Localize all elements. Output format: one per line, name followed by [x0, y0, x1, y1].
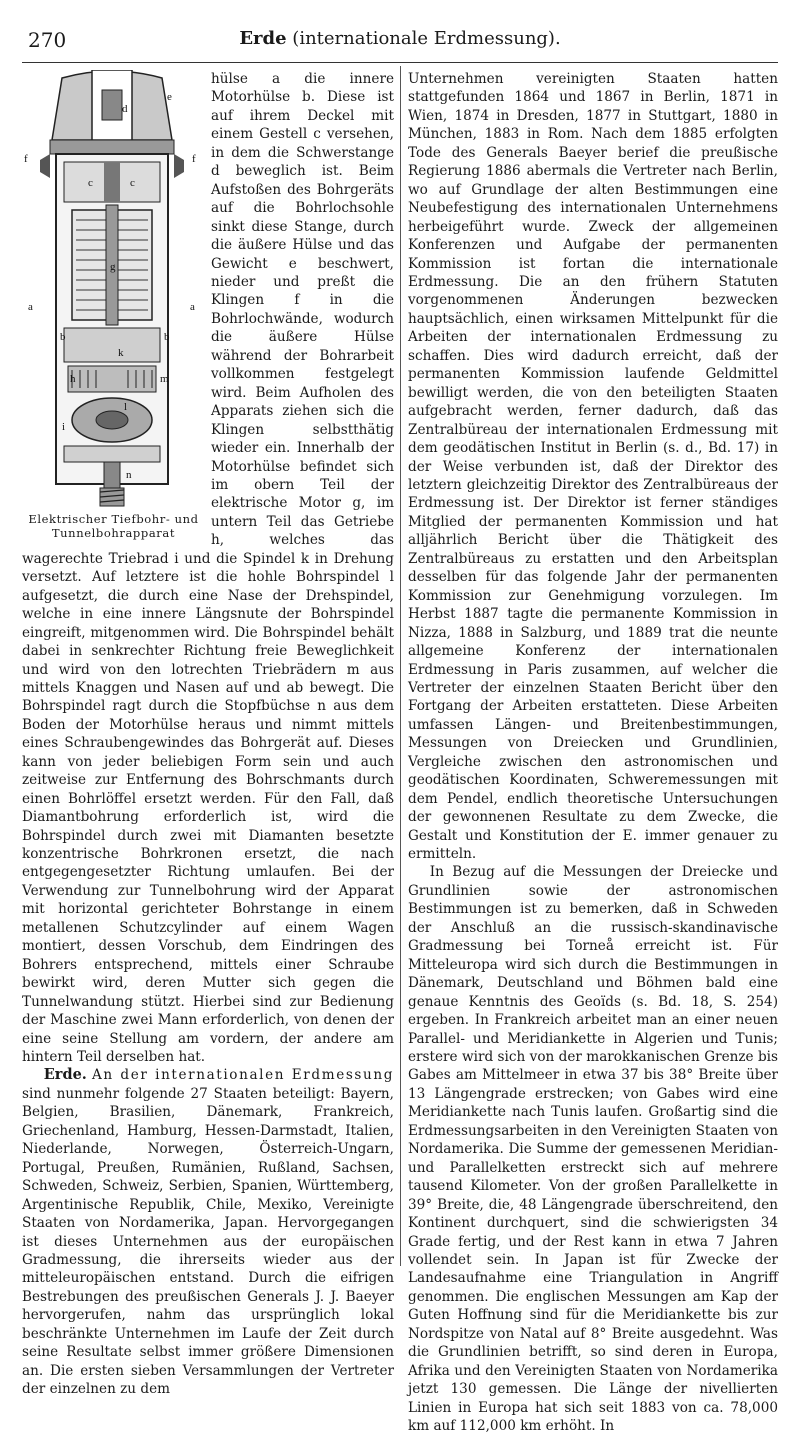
running-head [22, 28, 778, 49]
running-head-subtitle: (internationale Erdmessung). [292, 28, 561, 49]
figure-label: d [122, 103, 128, 115]
right-column [408, 70, 778, 1436]
figure-label: i [62, 421, 66, 433]
figure-label: a [190, 301, 195, 313]
running-header [22, 28, 778, 58]
paragraph: Unternehmen vereinigten Staaten hatten stattgefunden 1864 und 1867 in Berlin, 1871 in Wien, 1874 in Dresden, 1877 in Stuttgart, 1880 in München, 1883 in Rom. Nach dem 1885 erfolgten Tode des Generals Baeyer berief die preußische Regierung 1886 abermals die Vertreter nach Berlin, wo auf Grundlage der alten Bestimmungen eine Neubefestigung des internationalen Unternehmens herbeigeführt wurde. Zweck der allgemeinen Konferenzen und Aufgabe der permanenten Kommission ist fortan die internationale Erdmessung. Die an den frühern Statuten vorgenommenen Änderungen bezwecken hauptsächlich, einen wirksamen Mittelpunkt für die Arbeiten der internationalen Erdmessung zu schaffen. Dies wird dadurch erreicht, daß der permanenten Kommission laufende Geldmittel bewilligt werden, die von den beteiligten Staaten aufgebracht werden, ferner dadurch, daß das Zentralbüreau der internationalen Erdmessung mit dem geodätischen Institut in Berlin (s. d., Bd. 17) in der Weise verbunden ist, daß der Direktor des letztern gleichzeitig Direktor des Zentralbüreaus der Erdmessung ist. Der Direktor ist ferner ständiges Mitglied der permanenten Kommission und hat alljährlich Bericht über die Thätigkeit des Zentralbüreaus zu erstatten und den Arbeitsplan desselben für das folgende Jahr der permanenten Kommission zur Genehmigung vorzulegen. Im Herbst 1887 tagte die permanente Kommission in Nizza, 1888 in Salzburg, und 1889 trat die neunte allgemeine Konferenz der internationalen Erdmessung in Paris zusammen, auf welcher die Vertreter der einzelnen Staaten Bericht über den Fortgang der Arbeiten erstatteten. Diese Arbeiten umfassen Längen- und Breitenbestimmungen, Messungen von Dreiecken und Grundlinien, Vergleiche zwischen den astronomischen und geodätischen Koordinaten, Schweremessungen mit dem Pendel, endlich theoretische Untersuchungen der gewonnenen Resultate zu dem Zwecke, die Gestalt und Konstitution der E. immer genauer zu ermitteln. [408, 71, 778, 863]
figure-label: c [130, 177, 135, 189]
entry-headword: Erde. [43, 1066, 87, 1084]
figure-label: f [192, 153, 196, 165]
figure-label: m [160, 373, 169, 385]
entry-body: sind nunmehr folgende 27 Staaten beteiligt: Bayern, Belgien, Brasilien, Dänemark, Frankreich, Griechenland, Hamburg, Hessen-Darmstadt, Italien, Niederlande, Norwegen, Österreich-Ungarn, Portugal, Preußen, Rumänien, Rußland, Sachsen, Schweden, Schweiz, Serbien, Spanien, Württemberg, Argentinische Republik, Chile, Mexiko, Vereinigte Staaten von Nordamerika, Japan. Hervorgegangen ist dieses Unternehmen aus der europäischen Gradmessung, die ihrerseits wieder aus der mitteleuropäischen entstand. Durch die eifrigen Bestrebungen des preußischen Generals J. J. Baeyer hervorgerufen, nahm das ursprünglich lokal beschränkte Unternehmen im Laufe der Zeit durch seine Resultate selbst immer größere Dimensionen an. Die ersten sieben Versammlungen der Vertreter der einzelnen zu dem [22, 1085, 394, 1398]
figure-caption: Elektrischer Tiefbohr- und Tunnelbohrapparat [28, 512, 199, 540]
figure-label: g [110, 261, 116, 273]
figure-label: f [24, 153, 28, 165]
figure-label: b [60, 331, 66, 343]
entry-lead: An der internationalen Erdmessung [91, 1067, 394, 1084]
drill-apparatus-illustration [22, 70, 202, 510]
figure-label: h [70, 373, 76, 385]
left-column [22, 70, 394, 1399]
figure-label: k [118, 347, 124, 359]
figure-label: c [88, 177, 93, 189]
encyclopedia-entry [22, 1066, 394, 1398]
figure-label: b [164, 331, 170, 343]
paragraph: hülse a die innere Motorhülse b. Diese ist auf ihrem Deckel mit einem Gestell c versehen, in dem die Schwerstange d beweglich ist. Beim Aufstoßen des Bohrgeräts auf die Bohrlochsohle sinkt diese Stange, durch die äußere Hülse und das Gewicht e beschwert, nieder und preßt die Klingen f in die Bohrlochwände, wodurch die äußere Hülse während der Bohrarbeit vollkommen festgelegt wird. Beim Aufholen des Apparats ziehen sich die Klingen selbstthätig wieder ein. Innerhalb der Motorhülse befindet sich im obern Teil der elektrische Motor g, im untern Teil das Getriebe h, welches das wagerechte Triebrad i und die Spindel k in Drehung versetzt. Auf letztere ist die hohle Bohrspindel l aufgesetzt, die durch eine Nase der Drehspindel, welche in eine innere Längsnute der Bohrspindel eingreift, mitgenommen wird. Die Bohrspindel behält dabei in senkrechter Richtung freie Beweglichkeit und wird von den lotrechten Triebrädern m aus mittels Knaggen und Nasen auf und ab bewegt. Die Bohrspindel ragt durch die Stopfbüchse n aus dem Boden der Motorhülse heraus und nimmt mittels eines Schraubengewindes das Bohrgerät auf. Dieses kann von jeder beliebigen Form sein und auch zeitweise zur Entfernung des Bohrschmants durch einen Bohrlöffel ersetzt werden. Für den Fall, daß Diamantbohrung erforderlich ist, wird die Bohrspindel durch zwei mit Diamanten besetzte konzentrische Bohrkronen ersetzt, die nach entgegengesetzter Richtung umlaufen. Bei der Verwendung zur Tunnelbohrung wird der Apparat mit horizontal gerichteter Bohrstange in einem metallenen Schutzcylinder auf einem Wagen montiert, dessen Vorschub, dem Eindringen des Bohrers entsprechend, mittels einer Schraube bewirkt wird, deren Mutter sich gegen die Tunnelwandung stützt. Hierbei sind zur Bedienung der Maschine zwei Mann erforderlich, von denen der eine seine Stellung am vordern, der andere am hintern Teil derselben hat. [22, 71, 394, 1066]
figure-label: n [126, 469, 132, 481]
text-columns [22, 70, 778, 1435]
figure [22, 70, 205, 540]
header-rule [22, 62, 778, 63]
figure-label: a [28, 301, 33, 313]
column-divider [400, 66, 401, 1266]
paragraph: In Bezug auf die Messungen der Dreiecke und Grundlinien sowie der astronomischen Bestimmungen ist zu bemerken, daß in Schweden der Anschluß an die russisch-skandinavische Gradmessung bei Torneå erreicht ist. Für Mitteleuropa wird sich durch die Bestimmungen in Dänemark, Deutschland und Böhmen bald eine genaue Kenntnis des Geoïds (s. Bd. 18, S. 254) ergeben. In Frankreich arbeitet man an einer neuen Parallel- und Meridiankette in Algerien und Tunis; erstere wird sich von der marokkanischen Grenze bis Gabes am Mittelmeer in etwa 37 bis 38° Breite über 13 Längengrade erstrecken; von Gabes wird eine Meridiankette nach Tunis laufen. Großartig sind die Erdmessungsarbeiten in den Vereinigten Staaten von Nordamerika. Die Summe der gemessenen Meridian- und Parallelketten erstreckt sich auf mehrere tausend Kilometer. Von der großen Parallelkette in 39° Breite, die, 48 Längengrade überschreitend, den Kontinent durchquert, sind die schwierigsten 34 Grade fertig, und der Rest kann in etwa 7 Jahren vollendet sein. In Japan ist für Zwecke der Landesaufnahme eine Triangulation in Angriff genommen. Die englischen Messungen am Kap der Guten Hoffnung sind für die Meridiankette bis zur Nordspitze von Natal auf 8° Breite ausgedehnt. Was die Grundlinien betrifft, so sind deren in Europa, Afrika und den Vereinigten Staaten von Nordamerika jetzt 130 gemessen. Die Länge der nivellierten Linien in Europa hat sich seit 1883 von ca. 78,000 km auf 112,000 km erhöht. In [408, 864, 778, 1435]
figure-label: l [124, 401, 128, 413]
page-number: 270 [28, 28, 67, 52]
figure-label: e [167, 91, 172, 103]
running-head-title: Erde [239, 28, 287, 49]
